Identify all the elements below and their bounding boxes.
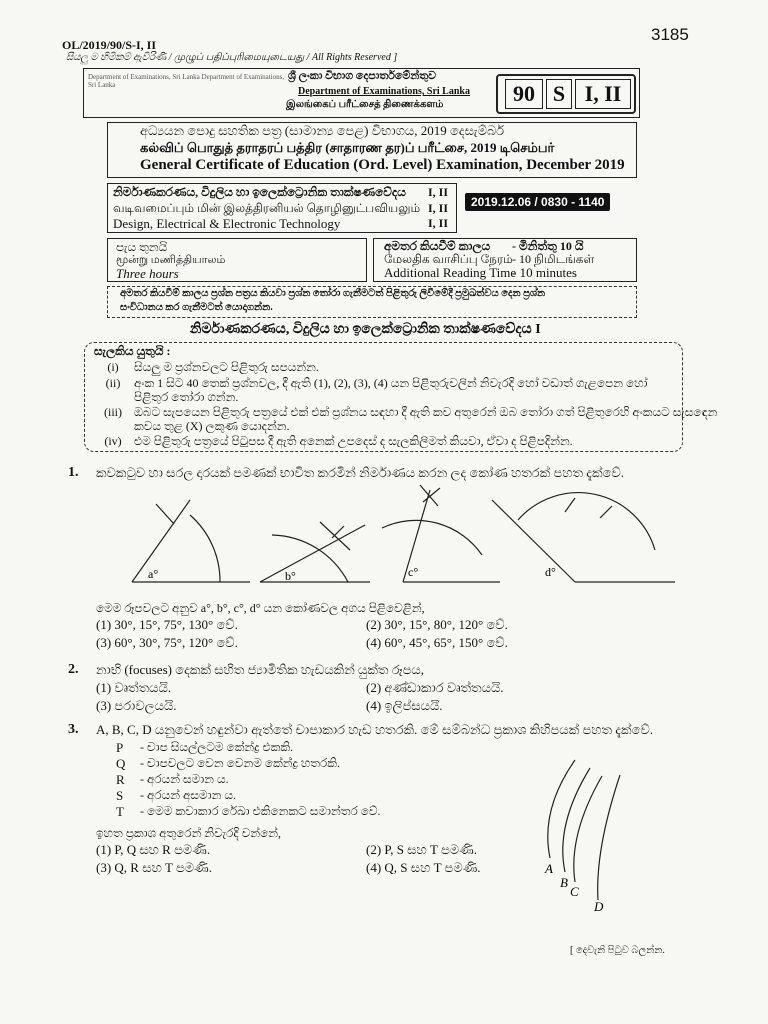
instruction-text: අංක 1 සිට 40 තෙක් ප්‍රශ්නවල, දී ඇති (1), (2), (3), (4) යන පිළිතුරුවලින් නිවැරදි හෝ වඩාත් ගැළපෙන හෝ [134,376,648,390]
q1-stem: කවකටුව හා සරල දාරයක් පමණක් භාවිත කරමින් නිර්මාණය කරන ලද කෝණ හතරක් පහත දැක්වේ. [96,465,625,480]
q1-prompt: මෙම රූපවලට අනුව a°, b°, c°, d° යන කෝණවල අගය පිළිවෙළින්, [96,601,425,615]
reading-note-line1: අමතර කියවීම් කාලය ප්‍රශ්න පත්‍රය කියවා ප්‍රශ්න තෝරා ගැනීමටත් පිළිතුරු ලිවීමේදී ප්‍රමුඛත්වය දෙන ප්‍රශ්න [120,288,546,299]
q2-number: 2. [68,662,79,677]
instruction-text: සියලු ම ප්‍රශ්නවලට පිළිතුරු සපයන්න. [134,360,319,374]
q2-option-2[interactable]: (2) අණ්ඩාකාර වෘත්තයයි. [366,680,504,695]
subject-sinhala: නිර්මාණකරණය, විදුලිය හා ඉලෙක්ට්‍රොනික තාක්ෂණවේදය [113,185,406,199]
q1-angle-figures [120,480,680,595]
paper-code: OL/2019/90/S-I, II [62,38,157,52]
q3-prompt: ඉහත ප්‍රකාශ අතුරෙන් නිවැරදි වන්නේ, [96,826,281,840]
instruction-num: (iii) [104,405,122,419]
q1-option-1[interactable]: (1) 30°, 15°, 75°, 130° වේ. [96,617,238,632]
exam-title-sinhala: අධ්‍යයන පොදු සහතික පත්‍ර (සාමාන්‍ය පෙළ) විභාගය, 2019 දෙසැම්බර් [140,123,505,138]
page-number: 3185 [651,25,689,44]
instruction-text: පිළිතුර තෝරා ගන්න. [134,390,239,404]
q1-number: 1. [68,465,79,480]
arc-a [548,760,575,858]
code-papers: I, II [575,79,631,109]
instructions-heading: සැලකිය යුතුයි : [94,344,171,358]
q3-statement-text: - මෙම කවාකාර රේඛා එකිනෙකට සමාන්තර වේ. [140,804,381,818]
q1-option-3[interactable]: (3) 60°, 30°, 75°, 120° වේ. [96,635,238,650]
reading-value-tamil: - 10 நிமிடங்கள் [512,252,595,266]
part-title: නිර්මාණකරණය, විදුලිය හා ඉලෙක්ට්‍රොනික තාක්ෂණවේදය I [190,322,541,337]
q3-statement-key: Q [116,756,126,771]
footer-see-page-two: [ දෙවැනි පිටුව බලන්න. [570,945,665,956]
q3-statement-key: T [116,804,124,819]
q1-option-4[interactable]: (4) 60°, 45°, 65°, 150° වේ. [366,635,508,650]
duration-tamil: மூன்று மணித்தியாலம் [116,254,226,266]
arc-c [574,776,602,882]
dept-sinhala: ශ්‍රී ලංකා විභාග දෙපාර්තමේන්තුව [288,70,437,82]
q3-statement-key: S [116,788,124,803]
angle-figure-d [492,493,675,582]
reading-label-english: Additional Reading Time [384,265,517,280]
code-number: 90 [505,79,543,109]
q3-statement-key: P [116,740,124,755]
reading-value-english: - 10 minutes [512,265,577,280]
arc-d [598,775,620,900]
exam-date-time: 2019.12.06 / 0830 - 1140 [465,193,610,211]
subject-paper-en: I, II [428,216,449,230]
reading-label-tamil: மேலதிக வாசிப்பு நேரம் [384,252,513,266]
exam-title-english: General Certificate of Education (Ord. Level) Examination, December 2019 [140,157,625,173]
q3-number: 3. [68,722,79,737]
q2-option-4[interactable]: (4) ඉලිප්සයයි. [366,698,443,713]
q3-statement-text: - අරයන් සමාන ය. [140,772,229,786]
instruction-num: (i) [107,360,119,374]
q3-statement-text: - චාපවලට වෙන වෙනම කේන්ද්‍ර හතරකි. [140,756,340,770]
instruction-num: (ii) [105,376,121,390]
q3-statement-key: R [116,772,125,787]
subject-paper-ta: I, II [428,201,449,215]
q3-option-2[interactable]: (2) P, S සහ T පමණි. [366,842,477,857]
instruction-num: (iv) [104,434,122,448]
q3-arcs-figure [530,740,650,920]
reading-label-sinhala: අමතර කියවීම් කාලය [384,239,491,253]
header-watermark: Department of Examinations, Sri Lanka Department of Examinations, Sri Lanka [88,73,285,89]
q2-stem: නාභි (focuses) දෙකක් සහිත ජ්‍යාමිතික හැඩයකින් යුක්ත රූපය, [96,662,424,677]
exam-title-tamil: கல்விப் பொதுத் தராதரப் பத்திர (சாதாரண தர)ப் பரீட்சை, 2019 டிசெம்பர் [140,140,555,155]
dept-english: Department of Examinations, Sri Lanka [298,86,470,97]
instruction-text: ඔබට සැපයෙන පිළිතුරු පත්‍රයේ එක් එක් ප්‍රශ්නය සඳහා දී ඇති කව අතුරෙන් ඔබ තෝරා ගත් පිළිතුරෙහි අංකයට සැසඳෙන [134,405,718,419]
subject-english: Design, Electrical & Electronic Technology [113,216,341,231]
duration-sinhala: පැය තුනයි [116,240,168,254]
reading-note-line2: සංවිධානය කර ගැනීමටත් යොදාගන්න. [120,302,273,313]
instruction-text: එම පිළිතුරු පත්‍රයේ පිටුපස දී ඇති අනෙක් උපදෙස් ද සැලකිලිමත් කියවා, ඒවා ද පිළිපදින්න. [134,434,573,448]
q3-statement-text: - චාප සියල්ලටම කේන්ද්‍ර එකකි. [140,740,294,754]
rights-line: සියලු ම හිමිකම් ඇවිරිණි / முழுப் பதிப்புரிமையுடையது / All Rights Reserved ] [66,52,398,63]
subject-tamil: வடிவமைப்பும் மின் இலத்திரனியல் தொழினுட்பவியலும் [113,201,421,215]
angle-label-c: c° [408,565,419,579]
q3-statement-text: - අරයන් අසමාන ය. [140,788,236,802]
q3-option-3[interactable]: (3) Q, R සහ T පමණි. [96,860,212,875]
arc-b [563,768,590,872]
dept-tamil: இலங்கைப் பரீட்சைத் திணைக்களம் [286,99,444,110]
code-letter: S [546,79,572,109]
instruction-text: කවය තුළ (X) ලකුණ යොදන්න. [134,419,290,433]
q1-option-2[interactable]: (2) 30°, 15°, 80°, 120° වේ. [366,617,508,632]
reading-value-sinhala: - මිනිත්තු 10 යි [512,239,584,253]
angle-label-a: a° [148,567,159,581]
q2-option-1[interactable]: (1) වෘත්තයයි. [96,680,172,695]
arc-label-a: A [545,861,553,876]
arc-label-c: C [570,884,579,899]
q3-option-1[interactable]: (1) P, Q සහ R පමණි. [96,842,211,857]
q3-stem: A, B, C, D යනුවෙන් හඳුන්වා ඇත්තේ චාපාකාර හැඩ හතරකි. මේ සම්බන්ධ ප්‍රකාශ කිහිපයක් පහත දැක්වේ. [96,722,654,737]
arc-label-b: B [560,875,568,890]
angle-label-b: b° [285,569,296,583]
subject-paper-si: I, II [428,185,449,199]
angle-figure-b [260,522,370,582]
angle-figure-c [382,485,500,582]
q3-option-4[interactable]: (4) Q, S සහ T පමණි. [366,860,481,875]
q2-option-3[interactable]: (3) පරාවලයයි. [96,698,177,713]
duration-english: Three hours [116,266,179,281]
angle-label-d: d° [545,565,556,579]
arc-label-d: D [594,899,604,914]
